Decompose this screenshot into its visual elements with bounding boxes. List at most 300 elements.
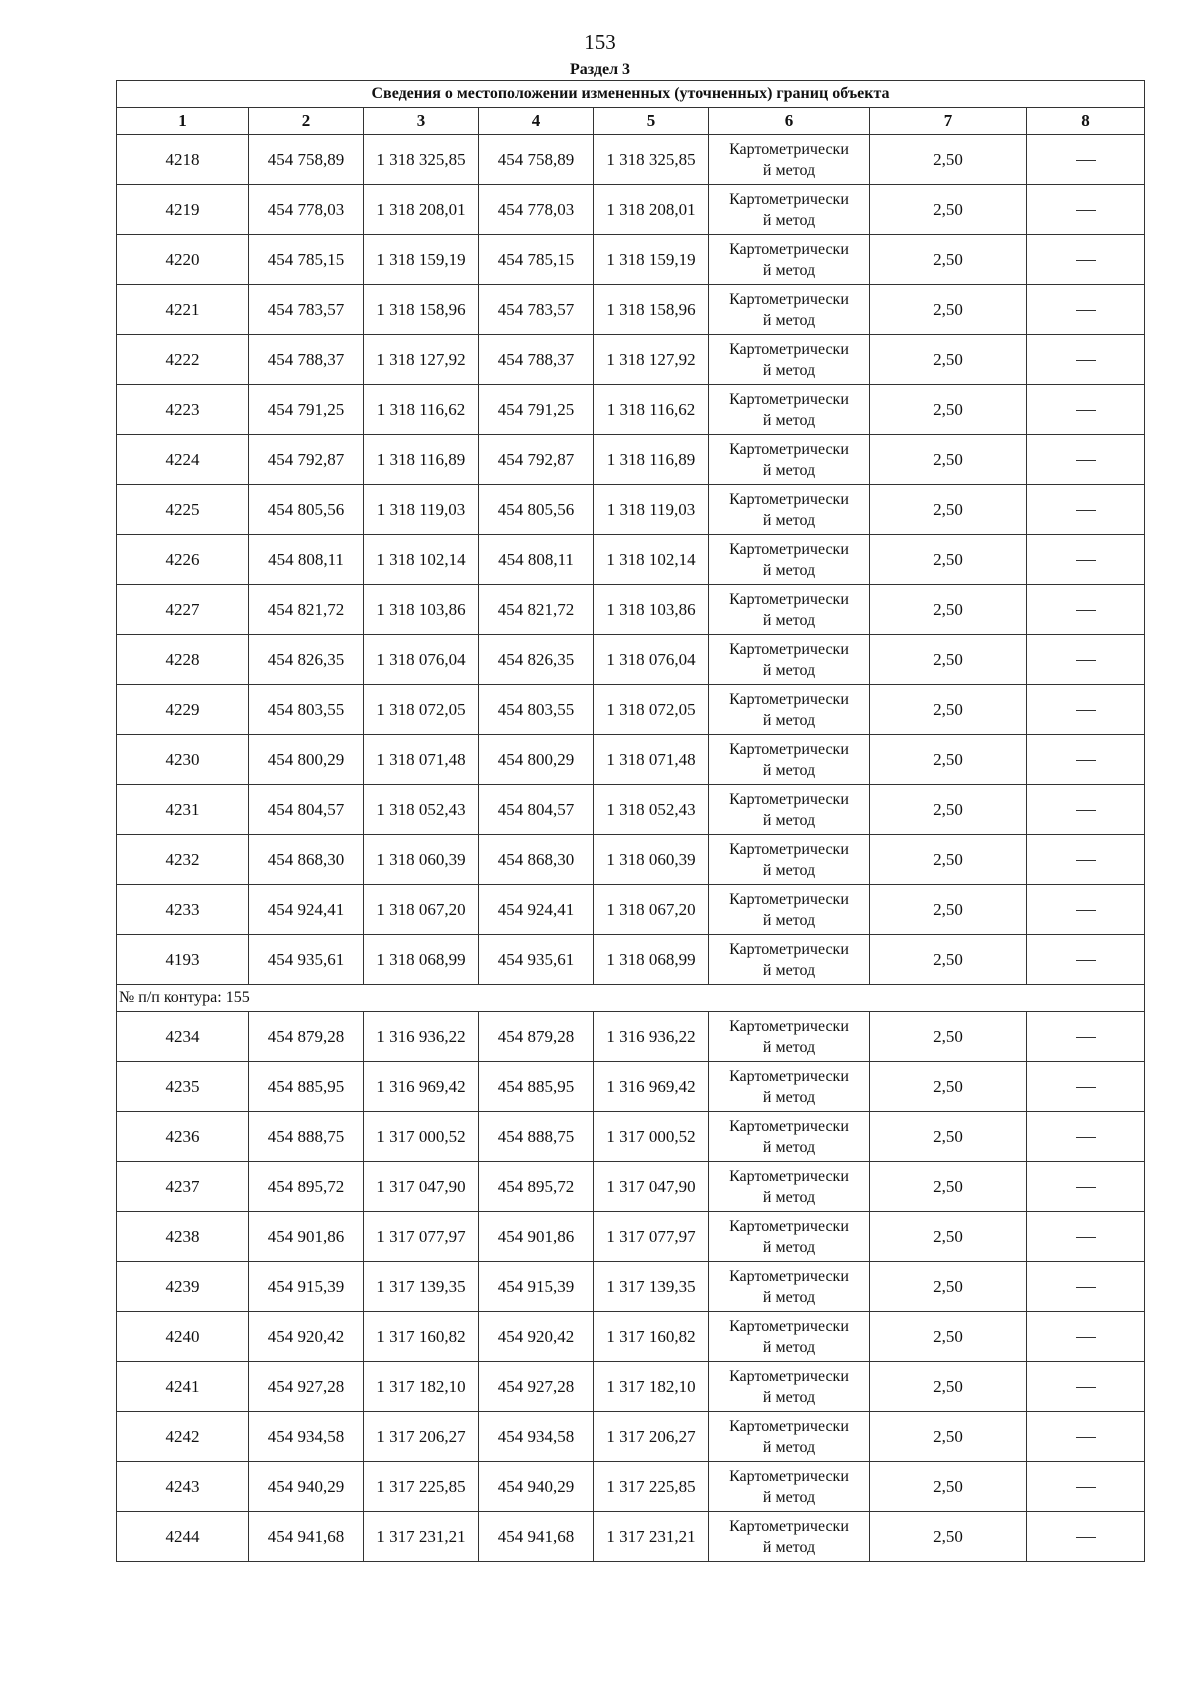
point-number-cell: 4193 bbox=[117, 935, 249, 985]
dash-mark bbox=[1076, 360, 1096, 361]
accuracy-cell: 2,50 bbox=[870, 135, 1027, 185]
method-text-line-2: й метод bbox=[762, 561, 816, 579]
existing-y-cell: 1 316 969,42 bbox=[364, 1062, 479, 1112]
empty-description-cell bbox=[1027, 135, 1145, 185]
column-header: 3 bbox=[364, 108, 479, 135]
dash-mark bbox=[1076, 810, 1096, 811]
method-cell bbox=[709, 485, 870, 535]
existing-y-cell: 1 317 182,10 bbox=[364, 1362, 479, 1412]
method-text-line-1: Картометрически bbox=[729, 840, 849, 858]
existing-x-cell: 454 808,11 bbox=[249, 535, 364, 585]
method-text-line-2: й метод bbox=[762, 611, 816, 629]
refined-x-cell: 454 778,03 bbox=[479, 185, 594, 235]
point-number-cell: 4224 bbox=[117, 435, 249, 485]
point-number-cell: 4220 bbox=[117, 235, 249, 285]
refined-x-cell: 454 879,28 bbox=[479, 1012, 594, 1062]
dash-mark bbox=[1076, 1487, 1096, 1488]
empty-description-cell bbox=[1027, 485, 1145, 535]
point-number-cell: 4235 bbox=[117, 1062, 249, 1112]
dash-mark bbox=[1076, 1187, 1096, 1188]
refined-x-cell: 454 868,30 bbox=[479, 835, 594, 885]
method-cell bbox=[709, 735, 870, 785]
table-row bbox=[117, 1212, 1145, 1262]
refined-y-cell: 1 317 000,52 bbox=[594, 1112, 709, 1162]
method-text-line-1: Картометрически bbox=[729, 690, 849, 708]
refined-y-cell: 1 318 159,19 bbox=[594, 235, 709, 285]
accuracy-cell: 2,50 bbox=[870, 1012, 1027, 1062]
refined-y-cell: 1 318 060,39 bbox=[594, 835, 709, 885]
point-number-cell: 4225 bbox=[117, 485, 249, 535]
accuracy-cell: 2,50 bbox=[870, 1062, 1027, 1112]
point-number-cell: 4226 bbox=[117, 535, 249, 585]
table-row bbox=[117, 1362, 1145, 1412]
refined-y-cell: 1 318 116,62 bbox=[594, 385, 709, 435]
refined-x-cell: 454 783,57 bbox=[479, 285, 594, 335]
refined-x-cell: 454 901,86 bbox=[479, 1212, 594, 1262]
dash-mark bbox=[1076, 1087, 1096, 1088]
dash-mark bbox=[1076, 710, 1096, 711]
method-text-line-1: Картометрически bbox=[729, 190, 849, 208]
method-cell bbox=[709, 285, 870, 335]
point-number-cell: 4240 bbox=[117, 1312, 249, 1362]
point-number-cell: 4219 bbox=[117, 185, 249, 235]
method-text-line-1: Картометрически bbox=[729, 1217, 849, 1235]
refined-x-cell: 454 941,68 bbox=[479, 1512, 594, 1562]
method-text-line-2: й метод bbox=[762, 711, 816, 729]
method-text-line-2: й метод bbox=[762, 911, 816, 929]
method-text-line-1: Картометрически bbox=[729, 1017, 849, 1035]
point-number-cell: 4228 bbox=[117, 635, 249, 685]
refined-y-cell: 1 318 068,99 bbox=[594, 935, 709, 985]
refined-x-cell: 454 934,58 bbox=[479, 1412, 594, 1462]
method-text-line-2: й метод bbox=[762, 311, 816, 329]
table-row bbox=[117, 385, 1145, 435]
contour-header-row bbox=[117, 985, 1145, 1012]
accuracy-cell: 2,50 bbox=[870, 785, 1027, 835]
accuracy-cell: 2,50 bbox=[870, 635, 1027, 685]
accuracy-cell: 2,50 bbox=[870, 1362, 1027, 1412]
accuracy-cell: 2,50 bbox=[870, 435, 1027, 485]
accuracy-cell: 2,50 bbox=[870, 585, 1027, 635]
accuracy-cell: 2,50 bbox=[870, 385, 1027, 435]
column-header: 8 bbox=[1027, 108, 1145, 135]
refined-y-cell: 1 318 158,96 bbox=[594, 285, 709, 335]
method-cell bbox=[709, 1312, 870, 1362]
method-text-line-2: й метод bbox=[762, 511, 816, 529]
column-header: 6 bbox=[709, 108, 870, 135]
table-row bbox=[117, 285, 1145, 335]
refined-x-cell: 454 826,35 bbox=[479, 635, 594, 685]
dash-mark bbox=[1076, 1537, 1096, 1538]
method-text-line-1: Картометрически bbox=[729, 1267, 849, 1285]
method-text-line-1: Картометрически bbox=[729, 1167, 849, 1185]
existing-y-cell: 1 318 068,99 bbox=[364, 935, 479, 985]
point-number-cell: 4218 bbox=[117, 135, 249, 185]
accuracy-cell: 2,50 bbox=[870, 1262, 1027, 1312]
method-text-line-2: й метод bbox=[762, 1188, 816, 1206]
table-row bbox=[117, 785, 1145, 835]
method-cell bbox=[709, 635, 870, 685]
refined-x-cell: 454 885,95 bbox=[479, 1062, 594, 1112]
accuracy-cell: 2,50 bbox=[870, 285, 1027, 335]
method-text-line-2: й метод bbox=[762, 661, 816, 679]
dash-mark bbox=[1076, 1037, 1096, 1038]
existing-y-cell: 1 317 231,21 bbox=[364, 1512, 479, 1562]
point-number-cell: 4234 bbox=[117, 1012, 249, 1062]
dash-mark bbox=[1076, 1237, 1096, 1238]
method-cell bbox=[709, 885, 870, 935]
method-cell bbox=[709, 785, 870, 835]
table-caption: Сведения о местоположении измененных (уточненных) границ объекта bbox=[117, 81, 1145, 108]
method-cell bbox=[709, 1212, 870, 1262]
dash-mark bbox=[1076, 610, 1096, 611]
refined-x-cell: 454 808,11 bbox=[479, 535, 594, 585]
accuracy-cell: 2,50 bbox=[870, 485, 1027, 535]
refined-y-cell: 1 317 225,85 bbox=[594, 1462, 709, 1512]
accuracy-cell: 2,50 bbox=[870, 1312, 1027, 1362]
table-row bbox=[117, 1512, 1145, 1562]
refined-x-cell: 454 792,87 bbox=[479, 435, 594, 485]
method-cell bbox=[709, 1062, 870, 1112]
empty-description-cell bbox=[1027, 835, 1145, 885]
empty-description-cell bbox=[1027, 1362, 1145, 1412]
empty-description-cell bbox=[1027, 185, 1145, 235]
existing-x-cell: 454 940,29 bbox=[249, 1462, 364, 1512]
method-text-line-1: Картометрически bbox=[729, 140, 849, 158]
empty-description-cell bbox=[1027, 1262, 1145, 1312]
method-text-line-2: й метод bbox=[762, 361, 816, 379]
empty-description-cell bbox=[1027, 885, 1145, 935]
dash-mark bbox=[1076, 460, 1096, 461]
dash-mark bbox=[1076, 860, 1096, 861]
column-header: 4 bbox=[479, 108, 594, 135]
refined-y-cell: 1 318 119,03 bbox=[594, 485, 709, 535]
table-row bbox=[117, 835, 1145, 885]
existing-x-cell: 454 885,95 bbox=[249, 1062, 364, 1112]
method-text-line-2: й метод bbox=[762, 1138, 816, 1156]
point-number-cell: 4227 bbox=[117, 585, 249, 635]
accuracy-cell: 2,50 bbox=[870, 1412, 1027, 1462]
accuracy-cell: 2,50 bbox=[870, 335, 1027, 385]
method-text-line-2: й метод bbox=[762, 961, 816, 979]
column-header: 1 bbox=[117, 108, 249, 135]
empty-description-cell bbox=[1027, 335, 1145, 385]
method-cell bbox=[709, 685, 870, 735]
existing-y-cell: 1 318 116,62 bbox=[364, 385, 479, 435]
refined-x-cell: 454 888,75 bbox=[479, 1112, 594, 1162]
refined-x-cell: 454 803,55 bbox=[479, 685, 594, 735]
existing-y-cell: 1 318 325,85 bbox=[364, 135, 479, 185]
existing-x-cell: 454 785,15 bbox=[249, 235, 364, 285]
page-number: 153 bbox=[584, 30, 616, 54]
dash-mark bbox=[1076, 1287, 1096, 1288]
existing-y-cell: 1 318 116,89 bbox=[364, 435, 479, 485]
existing-x-cell: 454 758,89 bbox=[249, 135, 364, 185]
dash-mark bbox=[1076, 960, 1096, 961]
accuracy-cell: 2,50 bbox=[870, 1512, 1027, 1562]
method-cell bbox=[709, 835, 870, 885]
method-text-line-1: Картометрически bbox=[729, 1517, 849, 1535]
dash-mark bbox=[1076, 410, 1096, 411]
empty-description-cell bbox=[1027, 435, 1145, 485]
method-text-line-2: й метод bbox=[762, 1088, 816, 1106]
table-row bbox=[117, 1012, 1145, 1062]
table-row bbox=[117, 1262, 1145, 1312]
table-row bbox=[117, 635, 1145, 685]
method-text-line-1: Картометрически bbox=[729, 940, 849, 958]
section-title: Раздел 3 bbox=[569, 61, 631, 78]
accuracy-cell: 2,50 bbox=[870, 1462, 1027, 1512]
refined-y-cell: 1 318 067,20 bbox=[594, 885, 709, 935]
refined-y-cell: 1 317 182,10 bbox=[594, 1362, 709, 1412]
empty-description-cell bbox=[1027, 285, 1145, 335]
method-text-line-1: Картометрически bbox=[729, 1467, 849, 1485]
point-number-cell: 4232 bbox=[117, 835, 249, 885]
refined-x-cell: 454 920,42 bbox=[479, 1312, 594, 1362]
method-text-line-1: Картометрически bbox=[729, 390, 849, 408]
existing-x-cell: 454 803,55 bbox=[249, 685, 364, 735]
existing-y-cell: 1 318 071,48 bbox=[364, 735, 479, 785]
empty-description-cell bbox=[1027, 1412, 1145, 1462]
empty-description-cell bbox=[1027, 935, 1145, 985]
empty-description-cell bbox=[1027, 785, 1145, 835]
existing-y-cell: 1 318 052,43 bbox=[364, 785, 479, 835]
point-number-cell: 4237 bbox=[117, 1162, 249, 1212]
empty-description-cell bbox=[1027, 235, 1145, 285]
refined-y-cell: 1 318 072,05 bbox=[594, 685, 709, 735]
method-text-line-2: й метод bbox=[762, 211, 816, 229]
point-number-cell: 4231 bbox=[117, 785, 249, 835]
existing-x-cell: 454 895,72 bbox=[249, 1162, 364, 1212]
accuracy-cell: 2,50 bbox=[870, 935, 1027, 985]
refined-y-cell: 1 316 936,22 bbox=[594, 1012, 709, 1062]
method-cell bbox=[709, 1262, 870, 1312]
existing-x-cell: 454 792,87 bbox=[249, 435, 364, 485]
column-header: 5 bbox=[594, 108, 709, 135]
empty-description-cell bbox=[1027, 1212, 1145, 1262]
accuracy-cell: 2,50 bbox=[870, 185, 1027, 235]
refined-y-cell: 1 318 208,01 bbox=[594, 185, 709, 235]
point-number-cell: 4221 bbox=[117, 285, 249, 335]
method-text-line-1: Картометрически bbox=[729, 540, 849, 558]
existing-y-cell: 1 317 225,85 bbox=[364, 1462, 479, 1512]
existing-y-cell: 1 317 000,52 bbox=[364, 1112, 479, 1162]
existing-x-cell: 454 868,30 bbox=[249, 835, 364, 885]
method-text-line-1: Картометрически bbox=[729, 640, 849, 658]
refined-x-cell: 454 758,89 bbox=[479, 135, 594, 185]
refined-x-cell: 454 805,56 bbox=[479, 485, 594, 535]
accuracy-cell: 2,50 bbox=[870, 235, 1027, 285]
existing-y-cell: 1 317 160,82 bbox=[364, 1312, 479, 1362]
existing-x-cell: 454 783,57 bbox=[249, 285, 364, 335]
refined-y-cell: 1 318 127,92 bbox=[594, 335, 709, 385]
method-text-line-2: й метод bbox=[762, 761, 816, 779]
method-text-line-1: Картометрически bbox=[729, 490, 849, 508]
dash-mark bbox=[1076, 510, 1096, 511]
dash-mark bbox=[1076, 210, 1096, 211]
existing-y-cell: 1 318 102,14 bbox=[364, 535, 479, 585]
refined-y-cell: 1 318 325,85 bbox=[594, 135, 709, 185]
table-row bbox=[117, 335, 1145, 385]
existing-x-cell: 454 934,58 bbox=[249, 1412, 364, 1462]
point-number-cell: 4241 bbox=[117, 1362, 249, 1412]
method-text-line-1: Картометрически bbox=[729, 590, 849, 608]
refined-x-cell: 454 935,61 bbox=[479, 935, 594, 985]
table-row bbox=[117, 485, 1145, 535]
method-text-line-1: Картометрически bbox=[729, 740, 849, 758]
existing-x-cell: 454 800,29 bbox=[249, 735, 364, 785]
refined-y-cell: 1 318 052,43 bbox=[594, 785, 709, 835]
table-row bbox=[117, 185, 1145, 235]
refined-y-cell: 1 317 077,97 bbox=[594, 1212, 709, 1262]
existing-x-cell: 454 901,86 bbox=[249, 1212, 364, 1262]
method-text-line-2: й метод bbox=[762, 861, 816, 879]
table-row bbox=[117, 535, 1145, 585]
method-text-line-2: й метод bbox=[762, 1488, 816, 1506]
method-text-line-1: Картометрически bbox=[729, 440, 849, 458]
method-text-line-1: Картометрически bbox=[729, 1117, 849, 1135]
existing-x-cell: 454 805,56 bbox=[249, 485, 364, 535]
empty-description-cell bbox=[1027, 635, 1145, 685]
table-row bbox=[117, 1162, 1145, 1212]
column-header: 2 bbox=[249, 108, 364, 135]
refined-x-cell: 454 804,57 bbox=[479, 785, 594, 835]
refined-y-cell: 1 318 071,48 bbox=[594, 735, 709, 785]
method-text-line-1: Картометрически bbox=[729, 1417, 849, 1435]
refined-y-cell: 1 317 231,21 bbox=[594, 1512, 709, 1562]
method-text-line-1: Картометрически bbox=[729, 890, 849, 908]
table-row bbox=[117, 235, 1145, 285]
refined-x-cell: 454 785,15 bbox=[479, 235, 594, 285]
refined-y-cell: 1 317 047,90 bbox=[594, 1162, 709, 1212]
dash-mark bbox=[1076, 760, 1096, 761]
method-cell bbox=[709, 1512, 870, 1562]
dash-mark bbox=[1076, 1337, 1096, 1338]
existing-x-cell: 454 915,39 bbox=[249, 1262, 364, 1312]
empty-description-cell bbox=[1027, 1312, 1145, 1362]
table-row bbox=[117, 1112, 1145, 1162]
method-cell bbox=[709, 335, 870, 385]
empty-description-cell bbox=[1027, 1112, 1145, 1162]
empty-description-cell bbox=[1027, 1512, 1145, 1562]
method-cell bbox=[709, 1162, 870, 1212]
empty-description-cell bbox=[1027, 1162, 1145, 1212]
existing-y-cell: 1 318 159,19 bbox=[364, 235, 479, 285]
existing-y-cell: 1 318 060,39 bbox=[364, 835, 479, 885]
empty-description-cell bbox=[1027, 685, 1145, 735]
method-text-line-2: й метод bbox=[762, 411, 816, 429]
dash-mark bbox=[1076, 1437, 1096, 1438]
refined-y-cell: 1 317 139,35 bbox=[594, 1262, 709, 1312]
method-cell bbox=[709, 1412, 870, 1462]
empty-description-cell bbox=[1027, 1062, 1145, 1112]
accuracy-cell: 2,50 bbox=[870, 1212, 1027, 1262]
existing-y-cell: 1 318 072,05 bbox=[364, 685, 479, 735]
point-number-cell: 4243 bbox=[117, 1462, 249, 1512]
point-number-cell: 4239 bbox=[117, 1262, 249, 1312]
dash-mark bbox=[1076, 560, 1096, 561]
existing-x-cell: 454 935,61 bbox=[249, 935, 364, 985]
method-cell bbox=[709, 435, 870, 485]
method-text-line-2: й метод bbox=[762, 161, 816, 179]
refined-y-cell: 1 318 116,89 bbox=[594, 435, 709, 485]
refined-y-cell: 1 318 076,04 bbox=[594, 635, 709, 685]
method-text-line-1: Картометрически bbox=[729, 340, 849, 358]
table-row bbox=[117, 585, 1145, 635]
existing-y-cell: 1 317 077,97 bbox=[364, 1212, 479, 1262]
dash-mark bbox=[1076, 910, 1096, 911]
accuracy-cell: 2,50 bbox=[870, 1162, 1027, 1212]
accuracy-cell: 2,50 bbox=[870, 735, 1027, 785]
existing-y-cell: 1 318 103,86 bbox=[364, 585, 479, 635]
existing-x-cell: 454 879,28 bbox=[249, 1012, 364, 1062]
existing-y-cell: 1 316 936,22 bbox=[364, 1012, 479, 1062]
accuracy-cell: 2,50 bbox=[870, 1112, 1027, 1162]
method-text-line-2: й метод bbox=[762, 811, 816, 829]
refined-x-cell: 454 927,28 bbox=[479, 1362, 594, 1412]
method-text-line-2: й метод bbox=[762, 1388, 816, 1406]
dash-mark bbox=[1076, 1137, 1096, 1138]
table-row bbox=[117, 935, 1145, 985]
accuracy-cell: 2,50 bbox=[870, 885, 1027, 935]
method-cell bbox=[709, 1112, 870, 1162]
method-text-line-1: Картометрически bbox=[729, 1067, 849, 1085]
empty-description-cell bbox=[1027, 385, 1145, 435]
method-text-line-2: й метод bbox=[762, 1538, 816, 1556]
method-cell bbox=[709, 935, 870, 985]
refined-x-cell: 454 940,29 bbox=[479, 1462, 594, 1512]
point-number-cell: 4244 bbox=[117, 1512, 249, 1562]
point-number-cell: 4229 bbox=[117, 685, 249, 735]
table-row bbox=[117, 1062, 1145, 1112]
refined-y-cell: 1 318 102,14 bbox=[594, 535, 709, 585]
existing-y-cell: 1 318 119,03 bbox=[364, 485, 479, 535]
existing-y-cell: 1 317 139,35 bbox=[364, 1262, 479, 1312]
existing-x-cell: 454 791,25 bbox=[249, 385, 364, 435]
empty-description-cell bbox=[1027, 1462, 1145, 1512]
method-text-line-2: й метод bbox=[762, 1238, 816, 1256]
table-row bbox=[117, 435, 1145, 485]
empty-description-cell bbox=[1027, 535, 1145, 585]
dash-mark bbox=[1076, 260, 1096, 261]
refined-x-cell: 454 821,72 bbox=[479, 585, 594, 635]
refined-y-cell: 1 318 103,86 bbox=[594, 585, 709, 635]
point-number-cell: 4233 bbox=[117, 885, 249, 935]
boundary-coordinates-table bbox=[116, 80, 1145, 1562]
method-cell bbox=[709, 535, 870, 585]
contour-label: № п/п контура: 155 bbox=[117, 985, 1145, 1012]
empty-description-cell bbox=[1027, 735, 1145, 785]
method-cell bbox=[709, 585, 870, 635]
existing-x-cell: 454 826,35 bbox=[249, 635, 364, 685]
method-text-line-2: й метод bbox=[762, 1038, 816, 1056]
point-number-cell: 4223 bbox=[117, 385, 249, 435]
point-number-cell: 4222 bbox=[117, 335, 249, 385]
table-row bbox=[117, 1312, 1145, 1362]
column-header: 7 bbox=[870, 108, 1027, 135]
existing-x-cell: 454 888,75 bbox=[249, 1112, 364, 1162]
method-cell bbox=[709, 1012, 870, 1062]
table-row bbox=[117, 1462, 1145, 1512]
refined-x-cell: 454 791,25 bbox=[479, 385, 594, 435]
refined-x-cell: 454 915,39 bbox=[479, 1262, 594, 1312]
table-row bbox=[117, 1412, 1145, 1462]
refined-y-cell: 1 317 206,27 bbox=[594, 1412, 709, 1462]
accuracy-cell: 2,50 bbox=[870, 685, 1027, 735]
refined-x-cell: 454 924,41 bbox=[479, 885, 594, 935]
method-cell bbox=[709, 1362, 870, 1412]
method-cell bbox=[709, 1462, 870, 1512]
